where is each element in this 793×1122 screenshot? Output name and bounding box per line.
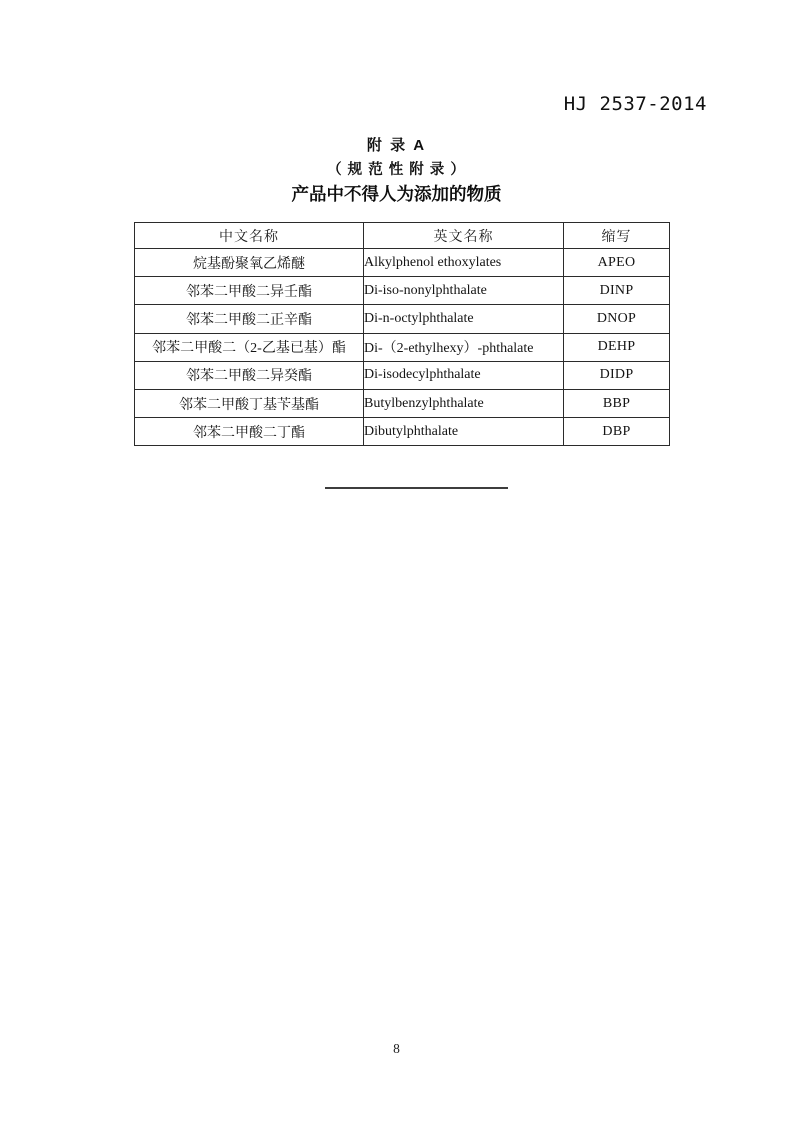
standard-number: HJ 2537-2014 <box>563 93 707 115</box>
page-number: 8 <box>393 1041 400 1056</box>
table-row <box>135 333 670 361</box>
end-of-document-rule <box>325 487 508 489</box>
chinese-name-cell: 烷基酚聚氧乙烯醚 <box>135 249 364 277</box>
abbreviation-cell: DNOP <box>564 305 670 333</box>
abbreviation-cell: BBP <box>564 389 670 417</box>
abbreviation-cell: DBP <box>564 418 670 446</box>
english-name-cell: Dibutylphthalate <box>364 418 564 446</box>
abbreviation-cell: DINP <box>564 277 670 305</box>
substances-table <box>134 222 670 446</box>
chinese-name-cell: 邻苯二甲酸二异壬酯 <box>135 277 364 305</box>
chinese-name-cell: 邻苯二甲酸二正辛酯 <box>135 305 364 333</box>
abbreviation-cell: DEHP <box>564 333 670 361</box>
table-row <box>135 361 670 389</box>
table-row <box>135 389 670 417</box>
chinese-name-cell: 邻苯二甲酸丁基苄基酯 <box>135 389 364 417</box>
table-row <box>135 305 670 333</box>
abbreviation-cell: APEO <box>564 249 670 277</box>
table-header-row <box>135 223 670 249</box>
table-body <box>135 249 670 446</box>
chinese-name-cell: 邻苯二甲酸二丁酯 <box>135 418 364 446</box>
table-row <box>135 249 670 277</box>
abbreviation-cell: DIDP <box>564 361 670 389</box>
english-name-cell: Alkylphenol ethoxylates <box>364 249 564 277</box>
appendix-title: 附 录 A <box>366 137 427 154</box>
english-name-cell: Di-iso-nonylphthalate <box>364 277 564 305</box>
english-name-cell: Di-isodecylphthalate <box>364 361 564 389</box>
english-name-cell: Butylbenzylphthalate <box>364 389 564 417</box>
col-header-english-name: 英文名称 <box>364 223 564 249</box>
english-name-cell: Di-n-octylphthalate <box>364 305 564 333</box>
appendix-subtitle: （ 规 范 性 附 录 ） <box>327 162 466 178</box>
table-row <box>135 418 670 446</box>
table-title: 产品中不得人为添加的物质 <box>291 184 502 204</box>
col-header-abbreviation: 缩写 <box>564 223 670 249</box>
english-name-cell: Di-（2-ethylhexy）-phthalate <box>364 333 564 361</box>
col-header-chinese-name: 中文名称 <box>135 223 364 249</box>
chinese-name-cell: 邻苯二甲酸二异癸酯 <box>135 361 364 389</box>
table-row <box>135 277 670 305</box>
chinese-name-cell: 邻苯二甲酸二（2-乙基已基）酯 <box>135 333 364 361</box>
